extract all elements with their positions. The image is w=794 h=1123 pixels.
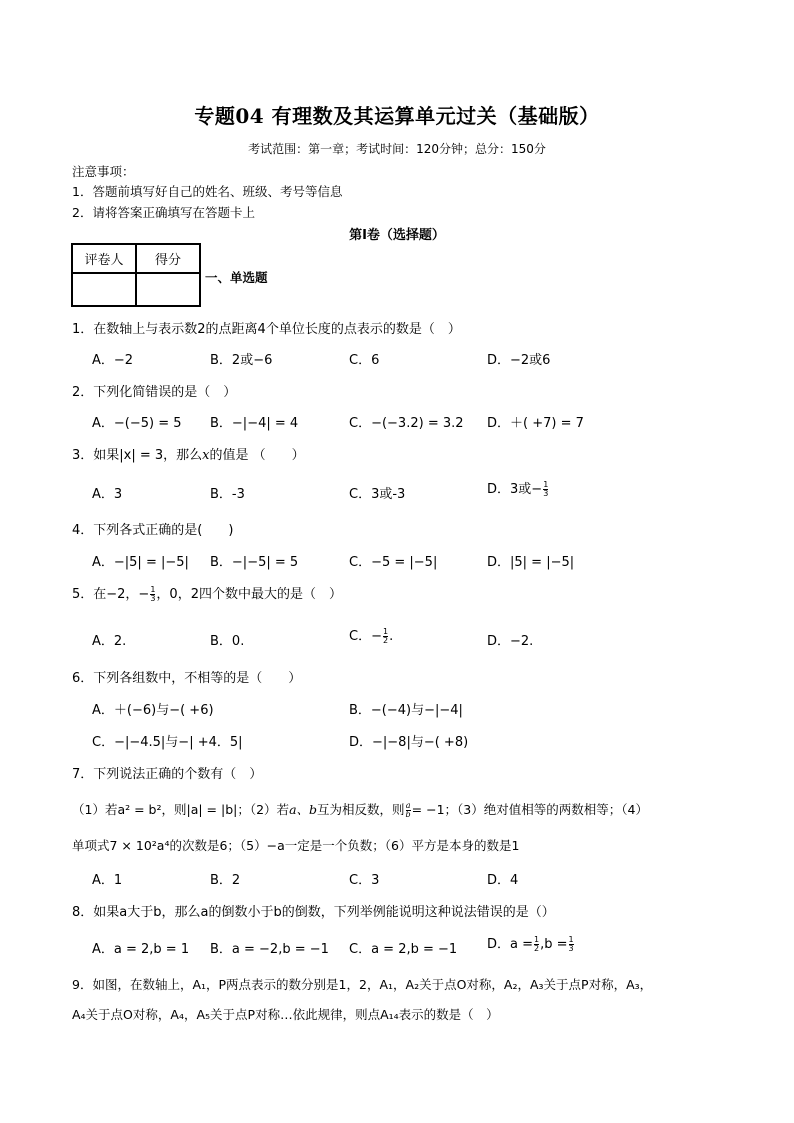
question-7: 7．下列说法正确的个数有（ ） xyxy=(72,767,263,782)
q8-option-c[interactable]: C．a = 2,b = −1 xyxy=(349,942,458,957)
question-8: 8．如果a大于b，那么a的倒数小于b的倒数，下列举例能说明这种说法错误的是（） xyxy=(72,905,555,920)
score-table-header-score: 得分 xyxy=(136,244,200,273)
q1-option-c[interactable]: C．6 xyxy=(349,353,380,368)
score-table-cell-score[interactable] xyxy=(136,273,200,306)
q4-option-d[interactable]: D．|5| = |−5| xyxy=(487,555,575,570)
q2-option-d[interactable]: D．＋( +7) = 7 xyxy=(487,416,584,431)
q5-option-a[interactable]: A．2. xyxy=(92,634,127,649)
q6-option-b[interactable]: B．−(−4)与−|−4| xyxy=(349,703,463,718)
q7-statement-line-2: 单项式7 × 10²a⁴的次数是6；（5）−a一定是一个负数；（6）平方是本身的数是1 xyxy=(72,838,520,853)
question-5: 5．在−2，− $\frac{1}{3}$ ，0，2四个数中最大的是（ ） xyxy=(72,585,342,603)
q3-option-d[interactable]: D．3或− $\frac{1}{3}$ xyxy=(487,480,549,498)
notes-heading: 注意事项： xyxy=(72,164,135,179)
question-4: 4．下列各式正确的是( ) xyxy=(72,523,234,538)
score-table-cell-grader[interactable] xyxy=(72,273,136,306)
question-9-line-2: A₄关于点O对称，A₄，A₅关于点P对称…依此规律，则点A₁₄表示的数是（ ） xyxy=(72,1007,499,1022)
question-9-line-1: 9．如图，在数轴上，A₁，P两点表示的数分别是1，2，A₁，A₂关于点O对称，A₂，A₃关于点P对称，A₃， xyxy=(72,977,653,992)
q7-option-b[interactable]: B．2 xyxy=(210,873,241,888)
question-1: 1．在数轴上与表示数2的点距离4个单位长度的点表示的数是（ ） xyxy=(72,322,461,337)
q3-option-a[interactable]: A．3 xyxy=(92,487,123,502)
q1-option-d[interactable]: D．−2或6 xyxy=(487,353,551,368)
q4-option-c[interactable]: C．−5 = |−5| xyxy=(349,555,438,570)
question-2: 2．下列化简错误的是（ ） xyxy=(72,385,237,400)
q7-option-a[interactable]: A．1 xyxy=(92,873,123,888)
q2-option-b[interactable]: B．−|−4| = 4 xyxy=(210,416,299,431)
q8-option-d[interactable]: D．a = $\frac{1}{2}$ ,b = $\frac{1}{3}$ xyxy=(487,935,574,953)
part-title: 一、单选题 xyxy=(205,270,268,285)
q4-option-a[interactable]: A．−|5| = |−5| xyxy=(92,555,189,570)
q2-option-c[interactable]: C．−(−3.2) = 3.2 xyxy=(349,416,464,431)
note-item-1: 1．答题前填写好自己的姓名、班级、考号等信息 xyxy=(72,184,343,199)
q3-option-c[interactable]: C．3或-3 xyxy=(349,487,406,502)
q6-option-a[interactable]: A．＋(−6)与−( +6) xyxy=(92,703,214,718)
note-item-2: 2．请将答案正确填写在答题卡上 xyxy=(72,205,255,220)
score-table xyxy=(71,243,201,307)
section-title: 第I卷（选择题） xyxy=(349,228,445,243)
q6-option-c[interactable]: C．−|−4.5|与−| +4．5| xyxy=(92,735,243,750)
q6-option-d[interactable]: D．−|−8|与−( +8) xyxy=(349,735,469,750)
q5-option-b[interactable]: B．0. xyxy=(210,634,245,649)
q1-option-b[interactable]: B．2或−6 xyxy=(210,353,273,368)
q8-option-a[interactable]: A．a = 2,b = 1 xyxy=(92,942,190,957)
q1-option-a[interactable]: A．−2 xyxy=(92,353,134,368)
question-6: 6．下列各组数中，不相等的是（ ） xyxy=(72,671,302,686)
q5-option-c[interactable]: C．− $\frac{1}{2}$ . xyxy=(349,627,394,645)
q8-option-b[interactable]: B．a = −2,b = −1 xyxy=(210,942,329,957)
q2-option-a[interactable]: A．−(−5) = 5 xyxy=(92,416,182,431)
q5-option-d[interactable]: D．−2. xyxy=(487,634,534,649)
q4-option-b[interactable]: B．−|−5| = 5 xyxy=(210,555,299,570)
score-table-header-grader: 评卷人 xyxy=(72,244,136,273)
question-3: 3．如果|x| = 3，那么x的值是 （ ） xyxy=(72,448,305,463)
q7-statement-line-1: （1）若a² = b²，则|a| = |b|；（2）若a、b互为相反数，则 $\frac{a}{b}$ = −1；（3）绝对值相等的两数相等；（4） xyxy=(72,801,648,819)
q7-option-d[interactable]: D．4 xyxy=(487,873,519,888)
q7-option-c[interactable]: C．3 xyxy=(349,873,380,888)
q3-option-b[interactable]: B．-3 xyxy=(210,487,245,502)
page-title: 专题04 有理数及其运算单元过关（基础版） xyxy=(194,104,600,128)
exam-info: 考试范围：第一章；考试时间：120分钟；总分：150分 xyxy=(248,142,546,156)
